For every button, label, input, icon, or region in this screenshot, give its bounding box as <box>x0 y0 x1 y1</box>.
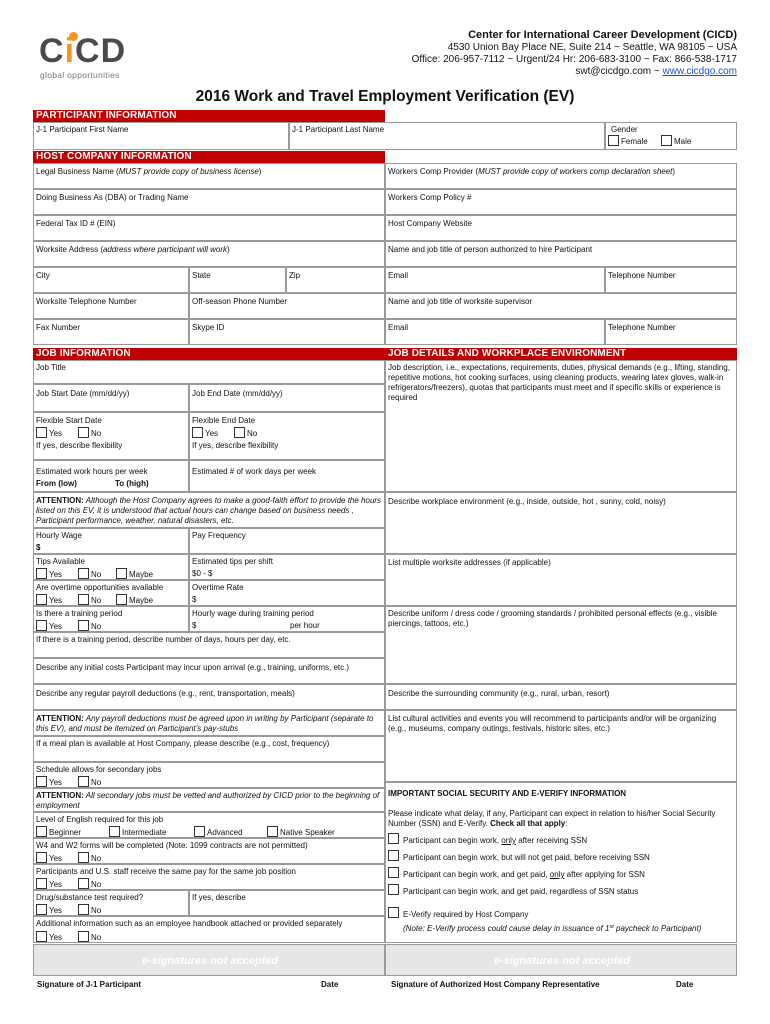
job-end-field[interactable] <box>189 384 385 412</box>
training-wage-per-hour: per hour <box>290 621 320 630</box>
additional-no-label: No <box>91 933 102 942</box>
tips-yes-label: Yes <box>49 570 63 579</box>
additional-no-checkbox[interactable] <box>78 931 89 942</box>
attention-secondary-text: ATTENTION: All secondary jobs must be vetted and authorized by CICD prior to the beginning of employment <box>36 791 380 810</box>
overtime-yes-label: Yes <box>49 596 63 605</box>
telephone-field-2[interactable] <box>605 319 737 345</box>
workers-comp-provider-field[interactable] <box>385 163 737 189</box>
organization-email: swt@cicdgo.com ~ <box>575 66 663 77</box>
uniform-label: Describe uniform / dress code / grooming standards / prohibited personal effects (e.g., visible piercings, tattoos, etc.) <box>388 609 717 628</box>
ssn-option-3-checkbox[interactable] <box>388 867 399 878</box>
attention-deductions <box>33 710 385 736</box>
overtime-maybe-checkbox[interactable] <box>116 594 127 605</box>
worksite-address-field[interactable] <box>33 241 385 267</box>
drug-test-describe-label: If yes, describe <box>192 893 246 902</box>
secondary-yes-label: Yes <box>49 778 63 787</box>
offseason-phone-label: Off-season Phone Number <box>192 297 288 306</box>
supervisor-label: Name and job title of worksite supervisor <box>388 297 533 306</box>
ssn-intro: Please indicate what delay, if any, Participant can expect in relation to his/her Social Security Number (SSN) and E-Verify. Check all that apply: <box>388 809 716 828</box>
ssn-option-2-label: Participant can begin work, but will not get paid, before receiving SSN <box>403 853 650 862</box>
legal-name-label: Legal Business Name (MUST provide copy of business license) <box>36 167 262 176</box>
flex-end-no-label: No <box>247 429 258 438</box>
attention-deductions-text: ATTENTION: Any payroll deductions must be agreed upon in writing by Participant (separate to this EV), and must be itemized on Participant’s pay-stubs <box>36 714 374 733</box>
english-advanced-checkbox[interactable] <box>194 826 205 837</box>
english-native-checkbox[interactable] <box>267 826 278 837</box>
training-no-checkbox[interactable] <box>78 620 89 631</box>
drug-test-label: Drug/substance test required? <box>36 893 144 902</box>
first-name-label: J-1 Participant First Name <box>36 125 129 134</box>
telephone-field-1[interactable] <box>605 267 737 293</box>
overtime-maybe-label: Maybe <box>129 596 154 605</box>
tips-no-checkbox[interactable] <box>78 568 89 579</box>
english-beginner-checkbox[interactable] <box>36 826 47 837</box>
est-days-field[interactable] <box>189 460 385 492</box>
everify-label: E-Verify required by Host Company <box>403 910 529 919</box>
flex-start-no-label: No <box>91 429 102 438</box>
logo-wordmark: CiCD <box>39 32 127 70</box>
english-intermediate-label: Intermediate <box>122 828 167 837</box>
legal-name-field[interactable] <box>33 163 385 189</box>
english-level-label: Level of English required for this job <box>36 815 164 824</box>
hourly-wage-field[interactable] <box>33 528 189 554</box>
english-beginner-label: Beginner <box>49 828 82 837</box>
training-no-label: No <box>91 622 102 631</box>
overtime-yes-checkbox[interactable] <box>36 594 47 605</box>
organization-phones: Office: 206-957-7112 ~ Urgent/24 Hr: 206-683-3100 ~ Fax: 866-538-1717 <box>411 54 737 65</box>
tips-yes-checkbox[interactable] <box>36 568 47 579</box>
city-label: City <box>36 271 50 280</box>
participant-date-label: Date <box>321 980 339 989</box>
ssn-option-1-checkbox[interactable] <box>388 833 399 844</box>
drug-test-yes-checkbox[interactable] <box>36 904 47 915</box>
initial-costs-field[interactable] <box>33 658 385 684</box>
ssn-option-1-label: Participant can begin work, only after receiving SSN <box>403 836 588 845</box>
job-title-field[interactable] <box>33 360 385 384</box>
dba-label: Doing Business As (DBA) or Trading Name <box>36 193 189 202</box>
est-days-label: Estimated # of work days per week <box>192 467 317 476</box>
additional-yes-checkbox[interactable] <box>36 931 47 942</box>
meal-plan-label: If a meal plan is available at Host Company, please describe (e.g., cost, frequency) <box>36 739 330 748</box>
female-checkbox[interactable] <box>608 135 619 146</box>
english-native-label: Native Speaker <box>280 828 335 837</box>
tips-no-label: No <box>91 570 102 579</box>
first-name-field[interactable] <box>33 122 289 150</box>
est-hours-field[interactable] <box>33 460 189 492</box>
training-describe-label: If there is a training period, describe number of days, hours per day, etc. <box>36 635 291 644</box>
community-field[interactable] <box>385 684 737 710</box>
email-field-2[interactable] <box>385 319 605 345</box>
flex-start-yes-label: Yes <box>49 429 63 438</box>
last-name-label: J-1 Participant Last Name <box>292 125 385 134</box>
ssn-heading: IMPORTANT SOCIAL SECURITY AND E-VERIFY INFORMATION <box>388 789 627 798</box>
form-title: 2016 Work and Travel Employment Verification (EV) <box>195 88 575 105</box>
host-date-label: Date <box>676 980 694 989</box>
job-title-label: Job Title <box>36 363 66 372</box>
same-pay-field <box>33 864 385 890</box>
meal-plan-field[interactable] <box>33 736 385 762</box>
tips-maybe-checkbox[interactable] <box>116 568 127 579</box>
tips-maybe-label: Maybe <box>129 570 154 579</box>
overtime-rate-dollar: $ <box>192 595 197 604</box>
participant-signature-label: Signature of J-1 Participant <box>37 980 142 989</box>
ein-label: Federal Tax ID # (EIN) <box>36 219 116 228</box>
website-field[interactable] <box>385 215 737 241</box>
job-description-label: Job description, i.e., expectations, requirements, duties, physical demands (e.g., lifting, standing, repetitive motions, hot cooking surfaces, using cleaning products, wearing latex gloves, walk-in refrigerators/freezers), quotas that participants must meet and if specific skills or experience is required <box>388 363 730 402</box>
workplace-environment-label: Describe workplace environment (e.g., inside, outside, hot , sunny, cold, noisy) <box>388 497 666 506</box>
host-esig-notice: e-signatures not accepted <box>493 955 631 967</box>
same-pay-yes-checkbox[interactable] <box>36 878 47 889</box>
from-low-label: From (low) <box>36 479 77 488</box>
state-field[interactable] <box>189 267 286 293</box>
telephone-label-2: Telephone Number <box>608 323 676 332</box>
flex-end-no-checkbox[interactable] <box>234 427 245 438</box>
hourly-wage-dollar: $ <box>36 543 41 552</box>
workers-comp-provider-label: Workers Comp Provider (MUST provide copy of workers comp declaration sheet) <box>388 167 676 176</box>
est-tips-range: $0 - $ <box>192 569 213 578</box>
offseason-phone-field[interactable] <box>189 293 385 319</box>
worksite-addresses-field[interactable] <box>385 554 737 606</box>
training-label: Is there a training period <box>36 609 123 618</box>
job-description-field[interactable] <box>385 360 737 492</box>
pay-frequency-label: Pay Frequency <box>192 531 246 540</box>
additional-info-field <box>33 916 385 943</box>
to-high-label: To (high) <box>115 479 149 488</box>
male-checkbox[interactable] <box>661 135 672 146</box>
training-yes-checkbox[interactable] <box>36 620 47 631</box>
w4w2-label: W4 and W2 forms will be completed (Note: 1099 contracts are not permitted) <box>36 841 308 850</box>
same-pay-label: Participants and U.S. staff receive the same pay for the same job position <box>36 867 296 876</box>
attention-hours-text: ATTENTION: Although the Host Company agrees to make a good-faith effort to provide the hours listed on this EV, it is understood that actual hours can change based on business needs , Participant performance, weather, natural disasters, etc. <box>36 496 382 525</box>
ssn-option-4-label: Participant can begin work, and get paid, regardless of SSN status <box>403 887 639 896</box>
organization-contact <box>412 66 737 78</box>
worksite-addresses-label: List multiple worksite addresses (if applicable) <box>388 558 551 567</box>
fax-field[interactable] <box>33 319 189 345</box>
city-field[interactable] <box>33 267 189 293</box>
same-pay-no-label: No <box>91 880 102 889</box>
tips-field <box>33 554 189 580</box>
training-field <box>33 606 189 632</box>
training-wage-field[interactable] <box>189 606 385 632</box>
secondary-no-label: No <box>91 778 102 787</box>
est-tips-label: Estimated tips per shift <box>192 557 273 566</box>
flexible-start-label: Flexible Start Date <box>36 416 102 425</box>
drug-test-no-label: No <box>91 906 102 915</box>
uniform-field[interactable] <box>385 606 737 684</box>
header <box>33 0 737 82</box>
gender-field <box>605 122 737 150</box>
zip-field[interactable] <box>286 267 385 293</box>
english-intermediate-checkbox[interactable] <box>109 826 120 837</box>
same-pay-yes-label: Yes <box>49 880 63 889</box>
flexible-end-label: Flexible End Date <box>192 416 256 425</box>
authorized-person-field[interactable] <box>385 241 737 267</box>
secondary-yes-checkbox[interactable] <box>36 776 47 787</box>
organization-name: Center for International Career Development (CICD) <box>468 29 737 41</box>
male-label: Male <box>674 137 692 146</box>
employment-verification-form <box>33 0 737 1024</box>
worksite-phone-field[interactable] <box>33 293 189 319</box>
english-advanced-label: Advanced <box>207 828 243 837</box>
w4w2-no-label: No <box>91 854 102 863</box>
authorized-person-label: Name and job title of person authorized to hire Participant <box>388 245 593 254</box>
secondary-jobs-label: Schedule allows for secondary jobs <box>36 765 162 774</box>
organization-address: 4530 Union Bay Place NE, Suite 214 ~ Seattle, WA 98105 ~ USA <box>447 42 737 53</box>
cultural-activities-field[interactable] <box>385 710 737 782</box>
training-wage-label: Hourly wage during training period <box>192 609 314 618</box>
state-label: State <box>192 271 211 280</box>
flex-end-yes-checkbox[interactable] <box>192 427 203 438</box>
overtime-rate-field[interactable] <box>189 580 385 606</box>
participant-signature-box[interactable] <box>33 944 385 976</box>
pay-frequency-field[interactable] <box>189 528 385 554</box>
worksite-phone-label: Worksite Telephone Number <box>36 297 137 306</box>
w4w2-field <box>33 838 385 864</box>
logo-tagline: global opportunities <box>40 70 120 80</box>
worksite-address-label: Worksite Address (address where participant will work) <box>36 245 230 254</box>
everify-checkbox[interactable] <box>388 907 399 918</box>
flex-start-no-checkbox[interactable] <box>78 427 89 438</box>
community-label: Describe the surrounding community (e.g., rural, urban, resort) <box>388 689 610 698</box>
additional-info-label: Additional information such as an employee handbook attached or provided separately <box>36 919 343 928</box>
everify-note: (Note: E-Verify process could cause delay in issuance of 1st paycheck to Participant) <box>403 924 702 933</box>
est-tips-field[interactable] <box>189 554 385 580</box>
attention-hours <box>33 492 385 528</box>
additional-yes-label: Yes <box>49 933 63 942</box>
email-field-1[interactable] <box>385 267 605 293</box>
email-label-2: Email <box>388 323 409 332</box>
drug-test-no-checkbox[interactable] <box>78 904 89 915</box>
ssn-option-2-checkbox[interactable] <box>388 850 399 861</box>
flexible-end-field <box>189 412 385 460</box>
skype-label: Skype ID <box>192 323 225 332</box>
email-label-1: Email <box>388 271 409 280</box>
english-level-field <box>33 812 385 838</box>
fax-label: Fax Number <box>36 323 81 332</box>
same-pay-no-checkbox[interactable] <box>78 878 89 889</box>
skype-field[interactable] <box>189 319 385 345</box>
overtime-no-checkbox[interactable] <box>78 594 89 605</box>
job-start-field[interactable] <box>33 384 189 412</box>
website-label: Host Company Website <box>388 219 472 228</box>
tips-label: Tips Available <box>36 557 85 566</box>
flex-start-describe-label: If yes, describe flexibility <box>36 441 123 450</box>
host-signature-label: Signature of Authorized Host Company Representative <box>391 980 600 989</box>
flex-end-describe-label: If yes, describe flexibility <box>192 441 279 450</box>
est-hours-label: Estimated work hours per week <box>36 467 148 476</box>
section-job-information: JOB INFORMATION <box>33 348 385 360</box>
deductions-field[interactable] <box>33 684 385 710</box>
training-yes-label: Yes <box>49 622 63 631</box>
drug-test-field <box>33 890 189 916</box>
policy-field[interactable] <box>385 189 737 215</box>
policy-label: Workers Comp Policy # <box>388 193 472 202</box>
section-participant: PARTICIPANT INFORMATION <box>33 110 385 122</box>
cicd-logo <box>39 32 159 80</box>
cultural-activities-label: List cultural activities and events you will recommend to participants and/or will be organizing (e.g., museums, company outings, festivals, historic sites, etc.) <box>388 714 717 733</box>
gender-label: Gender <box>611 125 638 134</box>
initial-costs-label: Describe any initial costs Participant may incur upon arrival (e.g., training, uniforms, etc.) <box>36 663 350 672</box>
drug-test-yes-label: Yes <box>49 906 63 915</box>
female-label: Female <box>621 137 648 146</box>
deductions-label: Describe any regular payroll deductions (e.g., rent, transportation, meals) <box>36 689 295 698</box>
ssn-option-3-label: Participant can begin work, and get paid, only after applying for SSN <box>403 870 645 879</box>
hourly-wage-label: Hourly Wage <box>36 531 82 540</box>
telephone-label-1: Telephone Number <box>608 271 676 280</box>
organization-info <box>412 28 737 78</box>
drug-test-describe-field[interactable] <box>189 890 385 916</box>
ein-field[interactable] <box>33 215 385 241</box>
attention-secondary <box>33 788 385 812</box>
flexible-start-field <box>33 412 189 460</box>
organization-website-link[interactable]: www.cicdgo.com <box>662 66 737 77</box>
flex-end-yes-label: Yes <box>205 429 219 438</box>
w4w2-yes-checkbox[interactable] <box>36 852 47 863</box>
overtime-rate-label: Overtime Rate <box>192 583 244 592</box>
participant-esig-notice: e-signatures not accepted <box>141 955 279 967</box>
w4w2-no-checkbox[interactable] <box>78 852 89 863</box>
host-signature-box[interactable] <box>385 944 737 976</box>
w4w2-yes-label: Yes <box>49 854 63 863</box>
workplace-environment-field[interactable] <box>385 492 737 554</box>
section-job-details: JOB DETAILS AND WORKPLACE ENVIRONMENT <box>385 348 737 360</box>
overtime-label: Are overtime opportunities available <box>36 583 164 592</box>
dba-field[interactable] <box>33 189 385 215</box>
flex-start-yes-checkbox[interactable] <box>36 427 47 438</box>
supervisor-field[interactable] <box>385 293 737 319</box>
section-host-company: HOST COMPANY INFORMATION <box>33 151 385 163</box>
overtime-no-label: No <box>91 596 102 605</box>
ssn-option-4-checkbox[interactable] <box>388 884 399 895</box>
secondary-jobs-field <box>33 762 385 788</box>
last-name-field[interactable] <box>289 122 605 150</box>
zip-label: Zip <box>289 271 301 280</box>
secondary-no-checkbox[interactable] <box>78 776 89 787</box>
overtime-field <box>33 580 189 606</box>
job-end-label: Job End Date (mm/dd/yy) <box>192 389 283 398</box>
job-start-label: Job Start Date (mm/dd/yy) <box>36 389 130 398</box>
ssn-everify-section <box>385 782 737 943</box>
training-wage-dollar: $ <box>192 621 197 630</box>
training-describe-field[interactable] <box>33 632 385 658</box>
